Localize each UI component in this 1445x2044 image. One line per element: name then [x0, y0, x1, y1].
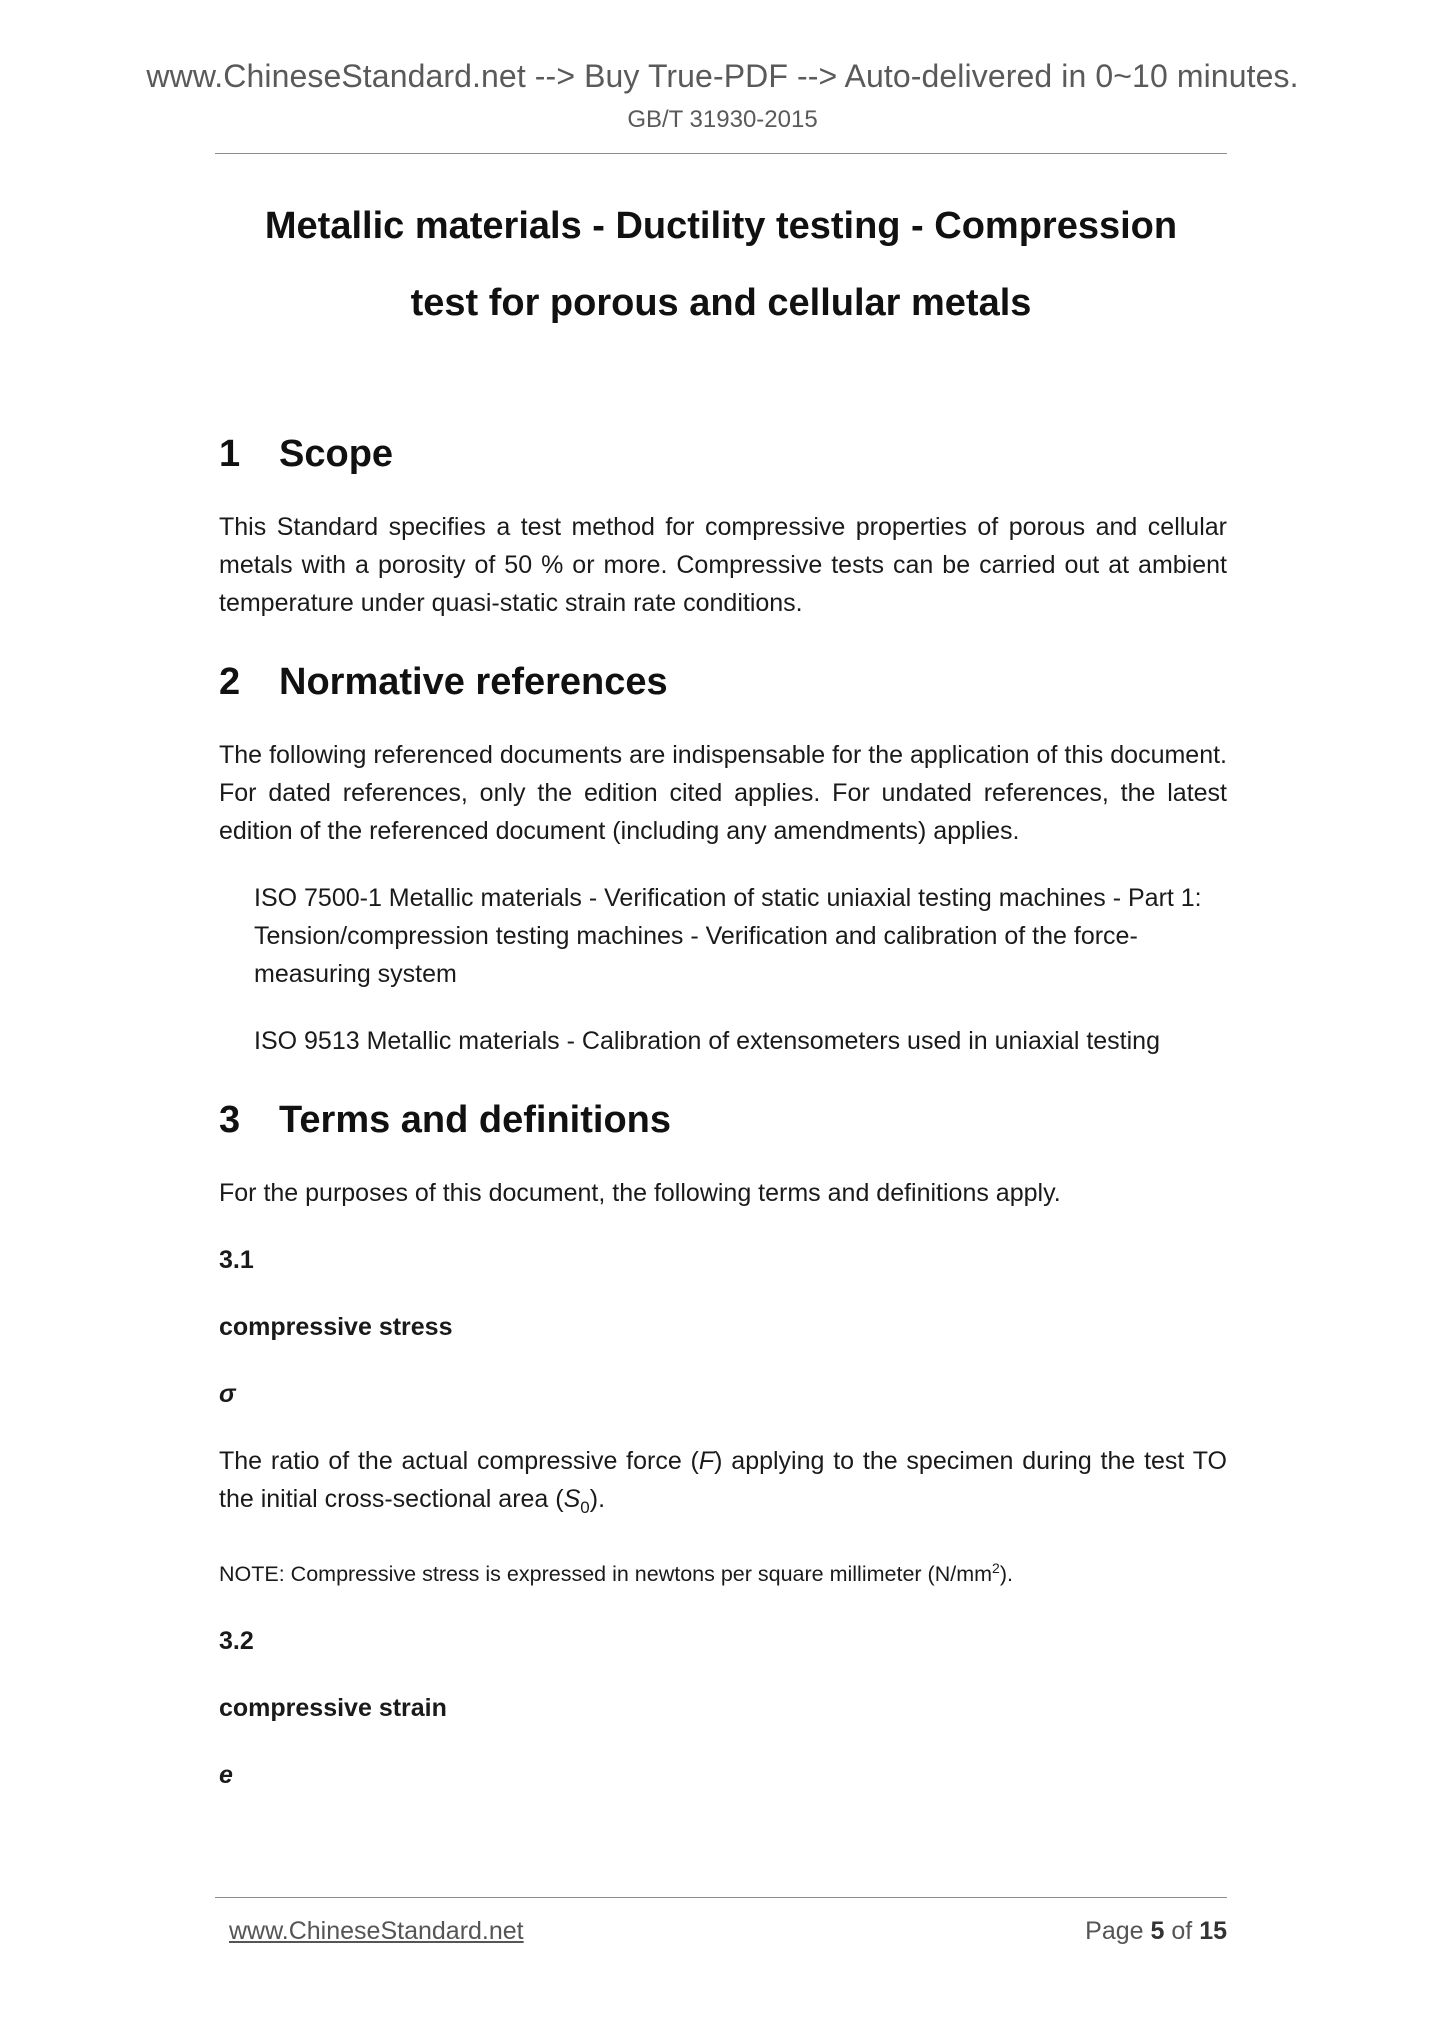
- term-symbol: e: [219, 1761, 233, 1790]
- term-number: 3.2: [219, 1627, 254, 1656]
- standard-code: GB/T 31930-2015: [627, 106, 818, 133]
- section-number: 1: [219, 433, 241, 475]
- section-heading-terms: [219, 1096, 1227, 1144]
- term-note: NOTE: Compressive stress is expressed in newtons per square millimeter $(N/mm^2)$.: [219, 1560, 1013, 1587]
- term-name: compressive stress: [219, 1313, 453, 1341]
- page-indicator: Page 5 of 15: [1085, 1917, 1227, 1945]
- document-title: [215, 188, 1227, 342]
- footer-website-link[interactable]: www.ChineseStandard.net: [229, 1917, 524, 1945]
- scope-paragraph: This Standard specifies a test method for compressive properties of porous and cellular metals with a porosity of 50 % or more. Compressive tests can be carried out at ambient temperature under quasi-static strain rate conditions.: [219, 513, 1227, 617]
- source-banner: www.ChineseStandard.net --> Buy True-PDF --> Auto-delivered in 0~10 minutes.: [146, 58, 1299, 94]
- reference-list: [219, 879, 1227, 1060]
- term-symbol: σ: [219, 1380, 236, 1408]
- force-symbol: F: [698, 1447, 715, 1475]
- title-line-2: test for porous and cellular metals: [410, 282, 1032, 324]
- total-pages: 15: [1199, 1917, 1227, 1945]
- section-heading-scope: [219, 430, 1227, 478]
- terms-intro: For the purposes of this document, the following terms and definitions apply.: [219, 1179, 1061, 1207]
- reference-item: ISO 7500-1 Metallic materials - Verification of static uniaxial testing machines - Part 1: Tension/compression testing machines - Verification and calibration of the force-measuring system: [254, 884, 1202, 988]
- area-symbol: S: [563, 1485, 581, 1513]
- normative-paragraph: The following referenced documents are indispensable for the application of this document. For dated references, only the edition cited applies. For undated references, the latest edition of the referenced document (including any amendments) applies.: [219, 741, 1227, 845]
- term-name: compressive strain: [219, 1694, 447, 1723]
- section-title: Scope: [279, 433, 394, 475]
- section-number: 3: [219, 1099, 241, 1141]
- section-title: Normative references: [279, 661, 668, 703]
- term-definition: The ratio of the actual compressive force (F) applying to the specimen during the test TO the initial cross-sectional area $(S_0)$.: [219, 1447, 1227, 1517]
- reference-item: ISO 9513 Metallic materials - Calibration of extensometers used in uniaxial testing: [254, 1027, 1160, 1055]
- section-title: Terms and definitions: [279, 1099, 672, 1141]
- section-heading-normative-references: [219, 658, 1227, 706]
- section-number: 2: [219, 661, 241, 703]
- current-page: 5: [1150, 1917, 1165, 1945]
- term-number: 3.1: [219, 1246, 254, 1274]
- document-body: [219, 430, 1227, 1794]
- footer-divider: [215, 1897, 1227, 1898]
- title-line-1: Metallic materials - Ductility testing - Compression: [264, 205, 1178, 247]
- header-divider: [215, 153, 1227, 154]
